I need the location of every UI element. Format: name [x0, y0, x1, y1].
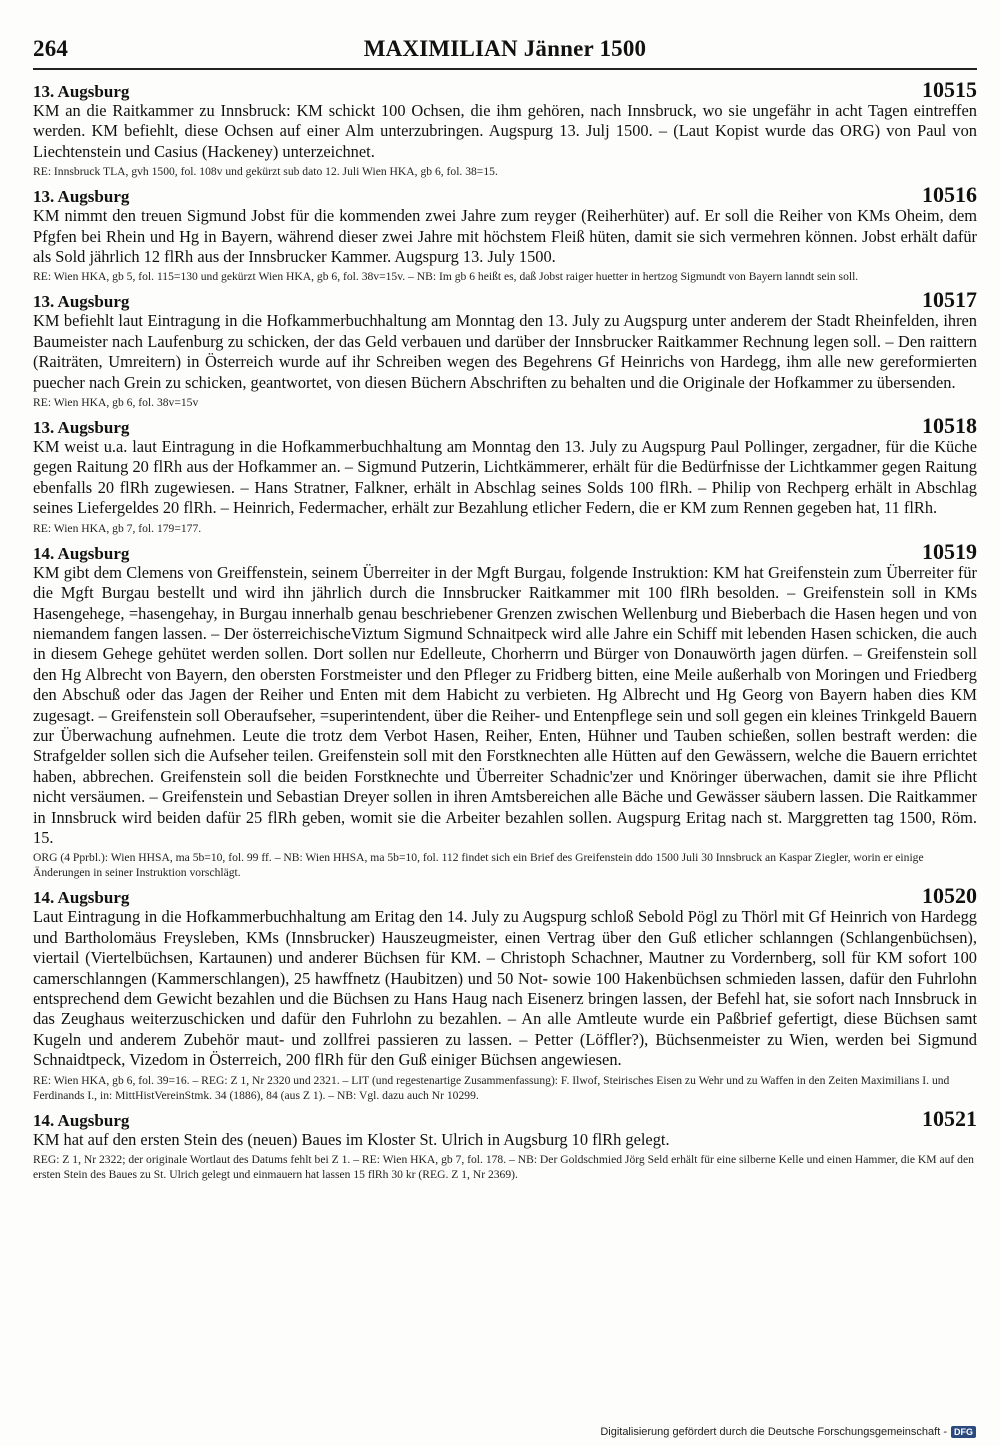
entry — [33, 287, 977, 410]
entry-heading — [33, 1105, 977, 1131]
entry — [33, 77, 977, 179]
entry-number: 10521 — [922, 1105, 977, 1131]
entry-date-place: 13. Augsburg — [33, 418, 130, 438]
entry-heading — [33, 182, 977, 208]
entry-body: KM weist u.a. laut Eintragung in die Hofkammerbuchhaltung am Monntag den 13. July zu Augspurg Paul Pollinger, zergadner, für die Küche gegen Raitung 20 flRh aus der Hofkammer an. – Sigmund Putzerin, Lichtkämmerer, erhält für die Bedürfnisse der Lichtkammer gegen Raitung ebenfalls 20 flRh zugewiesen. – Hans Stratner, Falkner, erhält in Abschlag seines Solds 100 flRh. – Philip von Rechperg erhält in Abschlag seines Liefergeldes 20 flRh. – Heinrich, Federmacher, erhält zur Bezahlung etlicher Federn, die er KM zum Rennen gegeben hat, 11 flRh. — [33, 437, 977, 518]
entry-number: 10517 — [922, 287, 977, 313]
entry-note: RE: Wien HKA, gb 5, fol. 115=130 und gekürzt Wien HKA, gb 6, fol. 38v=15v. – NB: Im gb 6 heißt es, daß Jobst raiger huetter in hertzog Sigmundt von Bayern lanndt sein soll. — [33, 270, 859, 284]
entry-note: RE: Wien HKA, gb 6, fol. 38v=15v — [33, 396, 199, 410]
entry — [33, 1105, 977, 1182]
entry-note: RE: Wien HKA, gb 7, fol. 179=177. — [33, 521, 202, 535]
entry-body: KM hat auf den ersten Stein des (neuen) Baues im Kloster St. Ulrich in Augsburg 10 flRh gelegt. — [33, 1129, 670, 1149]
entry-date-place: 13. Augsburg — [33, 292, 130, 312]
entry-body: KM gibt dem Clemens von Greiffenstein, seinem Überreiter in der Mgft Burgau, folgende Instruktion: KM hat Greifenstein zum Überreiter für die Mgft Burgau bestellt und wird ihn jährlich durch die Innsbrucker Raitkammer mit 100 flRh besolden. – Greifenstein soll in KMs Hasengehege, =hasengehay, in Burgau innerhalb genau beschriebener Grenzen zwischen Wellenburg und Bieberbach die Hasen hegen und von niemandem fangen lassen. – Der österreichischeViztum Sigmund Schnaitpeck wird alle Jahre ein Schiff mit lebenden Hasen schicken, die auch in diesem Gehege gehütet werden sollen. Dort sollen nur Edelleute, Chorherrn und Bürger von Donauwörth jagen dürfen. – Greifenstein soll den Hg Albrecht von Bayern, den obersten Forstmeister und den Pfleger zu Fridberg bitten, eine Meile außerhalb von Moringen und Friedberg den Abschuß oder das Jagen der Reiher und Enten mit dem Habicht zu verbieten. Hg Albrecht und Hg Georg von Bayern haben dies KM zugesagt. – Greifenstein soll Oberaufseher, =superintendent, über die Reiher- und Entenpflege sein und soll gegen ein kleines Trinkgeld Bauern zur Überwachung aufnehmen. Leute die trotz dem Verbot Hasen, Reiher, Enten, Hühner und Tauben schießen, sollen bestraft werden: die Strafgelder sollen sich die Aufseher teilen. Greifenstein soll mit den Forstknechten alle Hütten auf den Gewässern, welche die Bauern errichtet haben, abbrechen. Greifenstein soll die beiden Forstknechte und Überreiter Schadnic'zer und Knöringer überwachen, damit sie ihre Pflicht nicht versäumen. – Greifenstein und Sebastian Dreyer sollen in ihren Amtsbereichen alle Bäche und Gewässer säubern lassen. Die Raitkammer in Innsbruck wird beiden dafür 25 flRh geben, womit sie die Arbeiter bezahlen sollen. Augspurg Eritag nach st. Marggretten tag 1500, Röm. 15. — [33, 562, 977, 847]
entry-body: KM befiehlt laut Eintragung in die Hofkammerbuchhaltung am Monntag den 13. July zu Augspurg unter anderem der Stadt Rheinfelden, ihren Baumeister nach Laufenburg zu schicken, der das Geld verbauen und darüber der Innsbrucker Raitkammer Rechnung legen soll. – Den raittern (Raiträten, Umreitern) in Österreich wurde auf ihr Schreiben wegen des Begehrens Gf Heinrichs von Hardegg, ihm alle new gereformierten puecher nach Grein zu schicken, geantwortet, von diesen Büchern Abschriften zu behalten und die Originale der Hofkammer zu übersenden. — [33, 311, 977, 392]
dfg-logo: DFG — [951, 1426, 976, 1438]
entry-date-place: 13. Augsburg — [33, 187, 130, 207]
entry-number: 10518 — [922, 413, 977, 439]
header-rule — [33, 68, 977, 70]
entry-number: 10515 — [922, 77, 977, 102]
entry-body: Laut Eintragung in die Hofkammerbuchhaltung am Eritag den 14. July zu Augspurg schloß Sebold Pögl zu Thörl mit Gf Heinrich von Hardegg und Bartholomäus Freysleben, KMs (Innsbrucker) Hauszeugmeister, einen Vertrag über den Guß etlicher schlanngen (Schlangenbüchsen), viertail (Viertelbüchsen, Kartaunen) und anderer Büchsen für KM. – Christoph Schachner, Mautner zu Vordernberg, soll für KM sofort 100 camerschlanngen (Kammerschlangen), 25 hawffnetz (Haubitzen) und 50 Not- sowie 100 Hakenbüchsen schmieden lassen, dafür den Fuhrlohn entsprechend dem Gewicht bezahlen und die Büchsen zu Hans Haug nach Eisenerz bringen lassen, der Befehl hat, sie sofort nach Innsbruck in das Zeughaus weiterzuschicken und dafür den Fuhrlohn zu bezahlen. – An alle Amtleute wurde ein Paßbrief gefertigt, diese Büchsen samt Kugeln und anderem Zubehör maut- und zollfrei passieren zu lassen. – Petter (Löffler?), Büchsenmeister zu Wien, werden bei Sigmund Schnaidtpeck, Vizedom in Österreich, 200 flRh für den Guß einiger Büchsen angewiesen. — [33, 907, 977, 1070]
entry-heading — [33, 77, 977, 102]
entry-heading — [33, 413, 977, 439]
entry-number: 10520 — [922, 883, 977, 909]
entry — [33, 413, 977, 536]
footer — [600, 1426, 976, 1438]
page — [33, 36, 977, 1188]
entry — [33, 182, 977, 284]
entry-note: RE: Wien HKA, gb 6, fol. 39=16. – REG: Z 1, Nr 2320 und 2321. – LIT (und regestenartige Zusammenfassung): F. Ilwof, Steirisches Eisen zu Wehr und zu Waffen in den Zeiten Maximilians I. und Ferdinands I., in: MittHistVereinStmk. 34 (1886), 84 (aus Z 1). – NB: Vgl. dazu auch Nr 10299. — [33, 1073, 950, 1102]
entry-heading — [33, 538, 977, 564]
entry-body: KM nimmt den treuen Sigmund Jobst für die kommenden zwei Jahre zum reyger (Reiherhüter) auf. Er soll die Reiher von KMs Oheim, dem Pfgfen bei Rhein und Hg in Bayern, während dieser zwei Jahre mit höchstem Fleiß hüten, damit sie sich vermehren können. Jobst erhält dafür als Sold jährlich 12 flRh aus der Innsbrucker Kammer. Augspurg 13. July 1500. — [33, 206, 977, 267]
entry-date-place: 13. Augsburg — [33, 82, 130, 101]
entry-note: RE: Innsbruck TLA, gvh 1500, fol. 108v und gekürzt sub dato 12. Juli Wien HKA, gb 6, fol. 38=15. — [33, 165, 498, 179]
running-head — [33, 36, 977, 66]
entry-date-place: 14. Augsburg — [33, 1110, 130, 1130]
entry — [33, 538, 977, 881]
entry-number: 10519 — [922, 538, 977, 564]
page-number: 264 — [33, 36, 69, 61]
entry-note: ORG (4 Pprbl.): Wien HHSA, ma 5b=10, fol. 99 ff. – NB: Wien HHSA, ma 5b=10, fol. 112 findet sich ein Brief des Greifenstein ddo 1500 Juli 30 Innsbruck an Kaspar Ziegler, worin er einige Änderungen in seiner Instruktion vorschlägt. — [33, 851, 924, 880]
entry-heading — [33, 287, 977, 313]
entry — [33, 883, 977, 1102]
entries-list — [33, 77, 977, 1182]
entry-body: KM an die Raitkammer zu Innsbruck: KM schickt 100 Ochsen, die ihm gehören, nach Innsbruck, wo sie ungefähr in acht Tagen eintreffen werden. KM befiehlt, diese Ochsen auf einer Alm unterzubringen. Augspurg 13. Julj 1500. – (Laut Kopist wurde das ORG) von Paul von Liechtenstein und Casius (Hackeney) unterzeichnet. — [33, 101, 977, 161]
page-title: MAXIMILIAN Jänner 1500 — [363, 36, 647, 61]
footer-text: Digitalisierung gefördert durch die Deutsche Forschungsgemeinschaft - — [600, 1426, 947, 1438]
entry-date-place: 14. Augsburg — [33, 543, 130, 563]
entry-number: 10516 — [922, 182, 977, 208]
entry-date-place: 14. Augsburg — [33, 888, 130, 908]
entry-heading — [33, 883, 977, 909]
entry-note: REG: Z 1, Nr 2322; der originale Wortlaut des Datums fehlt bei Z 1. – RE: Wien HKA, gb 7, fol. 178. – NB: Der Goldschmied Jörg Seld erhält für eine silberne Kelle und einen Hammer, die KM auf den ersten Stein des Baues zu St. Ulrich gelegt und einmauern hat lassen 15 flRh 30 kr (REG. Z 1, Nr 2369). — [33, 1153, 974, 1182]
